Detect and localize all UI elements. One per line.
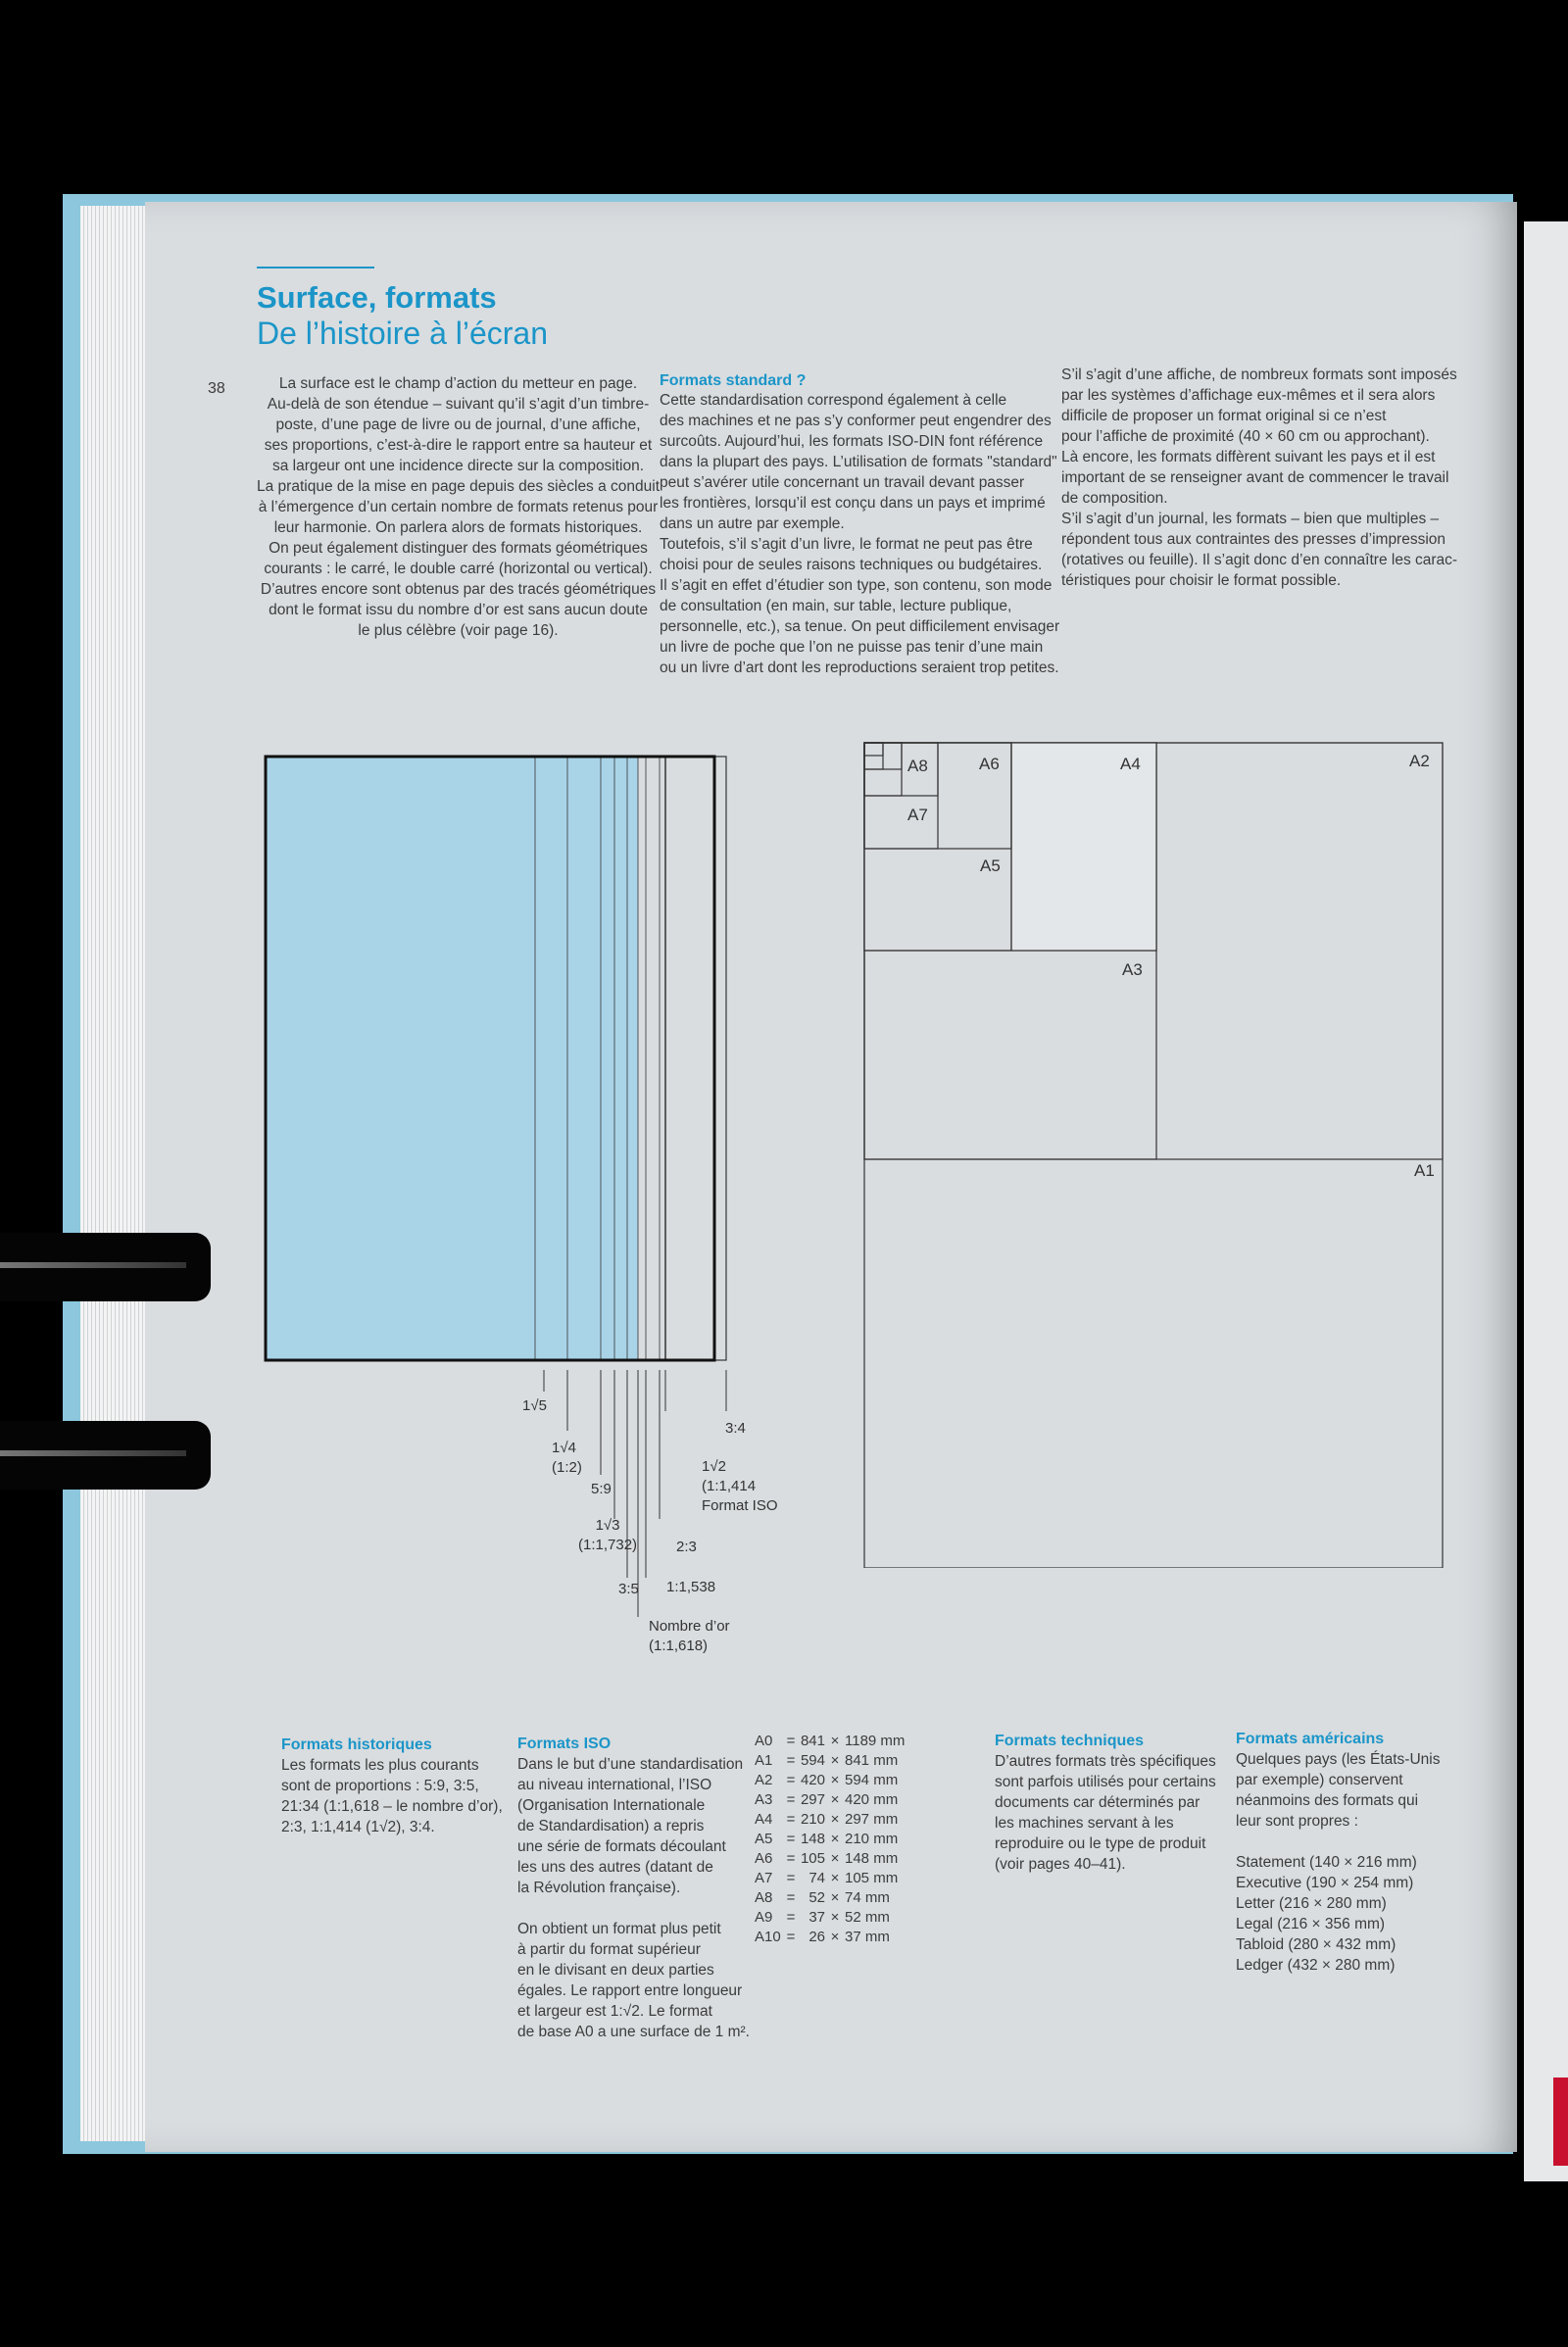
iso-size-row bbox=[755, 1752, 911, 1772]
iso-line: et largeur est 1:√2. Le format bbox=[517, 2003, 712, 2020]
poster-journal-column bbox=[1061, 365, 1457, 591]
iso-size-h: 1189 mm bbox=[845, 1733, 906, 1749]
iso-size-w: 37 bbox=[808, 1909, 825, 1926]
page-title: Surface, formats bbox=[257, 280, 497, 315]
col2-line: les frontières, lorsqu’il est conçu dans un pays et imprimé bbox=[660, 495, 1046, 512]
iso-size-h: 148 mm bbox=[845, 1850, 899, 1867]
label-1-1538: 1:1,538 bbox=[666, 1579, 716, 1595]
col1-line: dont le format issu du nombre d’or est sans aucun doute bbox=[269, 602, 648, 618]
col3-line: difficile de proposer un format original si ce n’est bbox=[1061, 408, 1387, 424]
iso-size-sep: × bbox=[830, 1811, 840, 1828]
col1-line: ses proportions, c’est-à-dire le rapport entre sa hauteur et bbox=[264, 437, 653, 454]
col2-line: dans un autre par exemple. bbox=[660, 515, 845, 532]
ratio-root5-rect bbox=[266, 757, 535, 1360]
iso-size-w: 297 bbox=[800, 1791, 825, 1808]
iso-size-sep: × bbox=[830, 1752, 840, 1769]
tech-line: D’autres formats très spécifiques bbox=[995, 1753, 1216, 1770]
iso-size-w: 210 bbox=[800, 1811, 825, 1828]
iso-size-name: A5 bbox=[755, 1831, 773, 1847]
col2-line: surcoûts. Aujourd’hui, les formats ISO-DIN font référence bbox=[660, 433, 1044, 450]
iso-size-name: A0 bbox=[755, 1733, 773, 1749]
label-root3: 1√3 (1:1,732) bbox=[578, 1517, 638, 1553]
label-a4: A4 bbox=[1120, 755, 1141, 773]
iso-line: (Organisation Internationale bbox=[517, 1797, 706, 1814]
iso-size-name: A3 bbox=[755, 1791, 773, 1808]
iso-size-name: A8 bbox=[755, 1889, 773, 1906]
iso-line: égales. Le rapport entre longueur bbox=[517, 1982, 743, 1999]
us-line bbox=[1236, 1832, 1440, 1852]
page-subtitle: De l’histoire à l’écran bbox=[257, 316, 549, 351]
iso-line: au niveau international, l’ISO bbox=[517, 1777, 712, 1793]
col1-line: D’autres encore sont obtenus par des tracés géométriques bbox=[260, 581, 657, 598]
iso-size-row bbox=[755, 1831, 911, 1850]
iso-size-sep: × bbox=[830, 1791, 840, 1808]
label-a5: A5 bbox=[980, 856, 1001, 875]
tech-line: reproduire ou le type de produit bbox=[995, 1835, 1206, 1852]
facing-page-edge bbox=[1524, 221, 1568, 2181]
iso-size-name: A7 bbox=[755, 1870, 773, 1886]
iso-size-row bbox=[755, 1733, 911, 1752]
col3-line: important de se renseigner avant de commencer le travail bbox=[1061, 469, 1449, 486]
col1-line: La pratique de la mise en page depuis des siècles a conduit bbox=[257, 478, 661, 495]
iso-formats-heading: Formats ISO bbox=[517, 1736, 612, 1752]
page-number: 38 bbox=[208, 380, 225, 397]
col1-line: poste, d’une page de livre ou de journal, d’une affiche, bbox=[275, 416, 641, 433]
col3-line: S’il s’agit d’une affiche, de nombreux formats sont imposés bbox=[1061, 367, 1457, 383]
col2-line: Cette standardisation correspond également à celle bbox=[660, 392, 1007, 409]
hist-line: sont de proportions : 5:9, 3:5, bbox=[281, 1778, 479, 1794]
iso-line: de base A0 a une surface de 1 m². bbox=[517, 2024, 750, 2040]
col3-line: par les systèmes d’affichage eux-mêmes et il sera alors bbox=[1061, 387, 1436, 404]
iso-size-sep: = bbox=[786, 1909, 796, 1926]
col3-line: (rotatives ou feuille). Il s’agit donc d’en connaître les carac- bbox=[1061, 552, 1458, 568]
col3-line: téristiques pour choisir le format possible. bbox=[1061, 572, 1342, 589]
iso-size-w: 26 bbox=[808, 1929, 825, 1945]
standard-formats-column bbox=[660, 390, 1059, 678]
technical-formats-text bbox=[995, 1751, 1216, 1875]
iso-size-row bbox=[755, 1889, 911, 1909]
iso-size-h: 841 mm bbox=[845, 1752, 899, 1769]
iso-line: la Révolution française). bbox=[517, 1880, 681, 1896]
iso-size-sep: × bbox=[830, 1850, 840, 1867]
iso-size-w: 420 bbox=[800, 1772, 825, 1788]
american-formats-heading: Formats américains bbox=[1236, 1731, 1385, 1747]
col2-line: des machines et ne pas s’y conformer peut engendrer des bbox=[660, 413, 1052, 429]
us-line: Tabloid (280 × 432 mm) bbox=[1236, 1936, 1396, 1953]
us-line: Legal (216 × 356 mm) bbox=[1236, 1916, 1386, 1932]
iso-size-name: A4 bbox=[755, 1811, 773, 1828]
historic-formats-text bbox=[281, 1755, 503, 1837]
iso-formats-text bbox=[517, 1754, 750, 2042]
label-3-5: 3:5 bbox=[618, 1581, 639, 1597]
red-bookmark-edge bbox=[1553, 2078, 1568, 2166]
label-golden-ratio: Nombre d’or (1:1,618) bbox=[649, 1618, 730, 1654]
col3-line: de composition. bbox=[1061, 490, 1168, 507]
american-formats-text bbox=[1236, 1749, 1440, 1976]
iso-size-sep: = bbox=[786, 1831, 796, 1847]
iso-size-name: A10 bbox=[755, 1929, 781, 1945]
col1-line: Au-delà de son étendue – suivant qu’il s’agit d’un timbre- bbox=[267, 396, 650, 413]
iso-size-h: 420 mm bbox=[845, 1791, 899, 1808]
iso-line bbox=[517, 1898, 750, 1919]
iso-size-row bbox=[755, 1870, 911, 1889]
intro-column bbox=[257, 373, 660, 641]
iso-size-sep: × bbox=[830, 1929, 840, 1945]
us-line: par exemple) conservent bbox=[1236, 1772, 1403, 1788]
label-root4: 1√4 (1:2) bbox=[552, 1440, 582, 1476]
iso-size-h: 52 mm bbox=[845, 1909, 890, 1926]
hist-line: Les formats les plus courants bbox=[281, 1757, 479, 1774]
label-a7: A7 bbox=[907, 806, 928, 824]
iso-size-row bbox=[755, 1850, 911, 1870]
historic-formats-heading: Formats historiques bbox=[281, 1736, 432, 1753]
col2-line: Toutefois, s’il s’agit d’un livre, le format ne peut pas être bbox=[660, 536, 1033, 553]
col2-line: dans la plupart des pays. L’utilisation de formats "standard" bbox=[660, 454, 1057, 470]
iso-size-h: 37 mm bbox=[845, 1929, 890, 1945]
binder-clip-top bbox=[0, 1233, 211, 1301]
col1-line: sa largeur ont une incidence directe sur la composition. bbox=[271, 458, 645, 474]
page-stack-edge bbox=[80, 206, 149, 2141]
label-a1: A1 bbox=[1414, 1161, 1435, 1180]
iso-size-w: 148 bbox=[800, 1831, 825, 1847]
col2-line: personnelle, etc.), sa tenue. On peut difficilement envisager bbox=[660, 618, 1060, 635]
iso-size-row bbox=[755, 1929, 911, 1948]
col2-line: un livre de poche que l’on ne puisse pas tenir d’une main bbox=[660, 639, 1044, 656]
iso-size-h: 297 mm bbox=[845, 1811, 899, 1828]
iso-size-sep: = bbox=[786, 1929, 796, 1945]
ratio-diagram bbox=[245, 735, 755, 1666]
us-line: Ledger (432 × 280 mm) bbox=[1236, 1957, 1396, 1974]
iso-size-h: 594 mm bbox=[845, 1772, 899, 1788]
label-root2-iso: 1√2 (1:1,414 Format ISO bbox=[702, 1458, 778, 1514]
iso-size-w: 841 bbox=[800, 1733, 825, 1749]
col3-line: répondent tous aux contraintes des presses d’impression bbox=[1061, 531, 1446, 548]
label-3-4: 3:4 bbox=[725, 1420, 746, 1437]
iso-line: en le divisant en deux parties bbox=[517, 1962, 714, 1979]
col2-line: peut s’avérer utile concernant un travail devant passer bbox=[660, 474, 1025, 491]
label-a3: A3 bbox=[1122, 960, 1143, 979]
binder-clip-bottom bbox=[0, 1421, 211, 1490]
col1-line: On peut également distinguer des formats géométriques bbox=[269, 540, 648, 557]
col2-line: de consultation (en main, sur table, lecture publique, bbox=[660, 598, 1012, 614]
a-formats-diagram bbox=[853, 735, 1450, 1568]
label-a6: A6 bbox=[979, 755, 1000, 773]
iso-size-sep: = bbox=[786, 1733, 796, 1749]
col3-line: Là encore, les formats diffèrent suivant les pays et il est bbox=[1061, 449, 1436, 465]
label-root5: 1√5 bbox=[522, 1397, 547, 1414]
iso-size-sep: = bbox=[786, 1752, 796, 1769]
iso-line: de Standardisation) a repris bbox=[517, 1818, 705, 1834]
us-line: néanmoins des formats qui bbox=[1236, 1792, 1419, 1809]
us-line: Quelques pays (les États-Unis bbox=[1236, 1751, 1441, 1768]
label-5-9: 5:9 bbox=[591, 1481, 612, 1497]
iso-size-h: 105 mm bbox=[845, 1870, 899, 1886]
iso-line: à partir du format supérieur bbox=[517, 1941, 701, 1958]
technical-formats-heading: Formats techniques bbox=[995, 1733, 1145, 1749]
iso-size-sep: × bbox=[830, 1870, 840, 1886]
col1-line: leur harmonie. On parlera alors de formats historiques. bbox=[273, 519, 643, 536]
iso-size-h: 210 mm bbox=[845, 1831, 899, 1847]
us-line: Statement (140 × 216 mm) bbox=[1236, 1854, 1417, 1871]
col2-line: choisi pour de seules raisons techniques ou budgétaires. bbox=[660, 557, 1043, 573]
tech-line: sont parfois utilisés pour certains bbox=[995, 1774, 1216, 1790]
iso-size-row bbox=[755, 1772, 911, 1791]
iso-size-name: A2 bbox=[755, 1772, 773, 1788]
iso-line: On obtient un format plus petit bbox=[517, 1921, 721, 1937]
iso-size-w: 594 bbox=[800, 1752, 825, 1769]
col3-line: pour l’affiche de proximité (40 × 60 cm ou approchant). bbox=[1061, 428, 1430, 445]
iso-line: Dans le but d’une standardisation bbox=[517, 1756, 744, 1773]
iso-size-sep: × bbox=[830, 1772, 840, 1788]
us-line: Executive (190 × 254 mm) bbox=[1236, 1875, 1414, 1891]
iso-size-row bbox=[755, 1811, 911, 1831]
label-2-3: 2:3 bbox=[676, 1539, 697, 1555]
tech-line: les machines servant à les bbox=[995, 1815, 1174, 1832]
col1-line: courants : le carré, le double carré (horizontal ou vertical). bbox=[264, 561, 653, 577]
iso-size-row bbox=[755, 1909, 911, 1929]
hist-line: 2:3, 1:1,414 (1√2), 3:4. bbox=[281, 1819, 435, 1835]
iso-size-name: A1 bbox=[755, 1752, 773, 1769]
iso-size-sep: = bbox=[786, 1850, 796, 1867]
tech-line: documents car déterminés par bbox=[995, 1794, 1200, 1811]
iso-size-name: A6 bbox=[755, 1850, 773, 1867]
iso-line: les uns des autres (datant de bbox=[517, 1859, 713, 1876]
iso-line: une série de formats découlant bbox=[517, 1838, 726, 1855]
col2-line: Il s’agit en effet d’étudier son type, son contenu, son mode bbox=[660, 577, 1053, 594]
iso-size-name: A9 bbox=[755, 1909, 773, 1926]
iso-size-w: 52 bbox=[808, 1889, 825, 1906]
iso-size-sep: × bbox=[830, 1831, 840, 1847]
col1-line: le plus célèbre (voir page 16). bbox=[358, 622, 559, 639]
us-line: leur sont propres : bbox=[1236, 1813, 1358, 1830]
iso-size-sep: × bbox=[830, 1889, 840, 1906]
iso-size-sep: = bbox=[786, 1889, 796, 1906]
iso-size-w: 74 bbox=[808, 1870, 825, 1886]
hist-line: 21:34 (1:1,618 – le nombre d’or), bbox=[281, 1798, 503, 1815]
iso-size-row bbox=[755, 1791, 911, 1811]
iso-size-sep: = bbox=[786, 1772, 796, 1788]
us-line: Letter (216 × 280 mm) bbox=[1236, 1895, 1387, 1912]
iso-size-h: 74 mm bbox=[845, 1889, 890, 1906]
label-a8: A8 bbox=[907, 757, 928, 775]
col1-line: La surface est le champ d’action du metteur en page. bbox=[278, 375, 638, 392]
iso-size-sep: × bbox=[830, 1733, 840, 1749]
col1-line: à l’émergence d’un certain nombre de formats retenus pour bbox=[258, 499, 659, 515]
tech-line: (voir pages 40–41). bbox=[995, 1856, 1126, 1873]
iso-size-sep: = bbox=[786, 1870, 796, 1886]
iso-size-sep: = bbox=[786, 1811, 796, 1828]
standard-formats-heading: Formats standard ? bbox=[660, 372, 807, 389]
iso-size-w: 105 bbox=[800, 1850, 825, 1867]
iso-size-sep: × bbox=[830, 1909, 840, 1926]
iso-size-sep: = bbox=[786, 1791, 796, 1808]
title-rule bbox=[257, 267, 374, 269]
col3-line: S’il s’agit d’un journal, les formats – bien que multiples – bbox=[1061, 511, 1440, 527]
col2-line: ou un livre d’art dont les reproductions seraient trop petites. bbox=[660, 660, 1059, 676]
label-a2: A2 bbox=[1409, 752, 1430, 770]
